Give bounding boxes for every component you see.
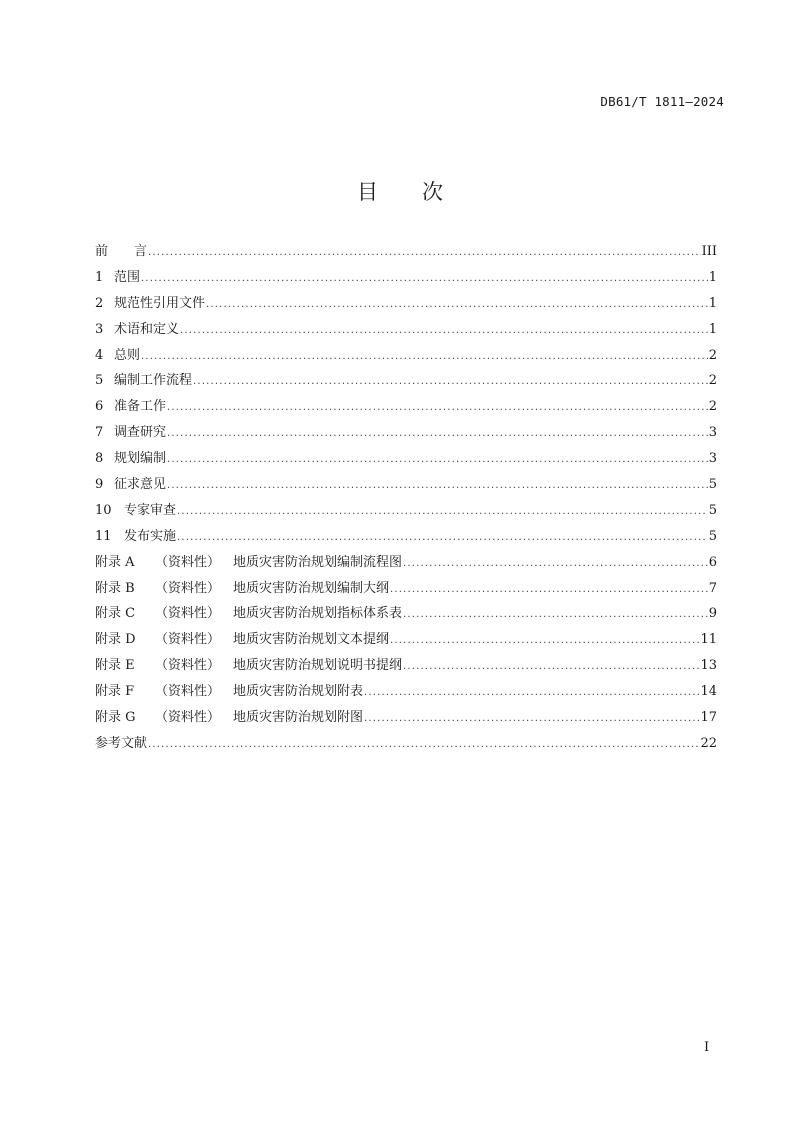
appendix-id: 附录 C (95, 606, 136, 622)
toc-entry[interactable] (95, 473, 717, 499)
toc-appendix-a[interactable] (95, 551, 717, 577)
toc-page: 1 (708, 269, 717, 285)
toc-entry[interactable] (95, 499, 717, 525)
leader-dots (141, 351, 708, 362)
toc-label: 规范性引用文件 (114, 295, 206, 311)
toc-appendix-c[interactable] (95, 602, 717, 628)
toc-number: 3 (95, 321, 104, 337)
toc-number: 2 (95, 295, 104, 311)
toc-label: 地质灾害防治规划文本提纲 (233, 632, 390, 648)
toc-entry[interactable] (95, 369, 717, 395)
appendix-kind: （资料性） (155, 632, 221, 648)
toc-number: 1 (95, 269, 104, 285)
toc-entry[interactable] (95, 292, 717, 318)
appendix-kind: （资料性） (155, 684, 221, 700)
title-char-1: 目 (357, 180, 378, 204)
toc-label: 地质灾害防治规划编制大纲 (233, 580, 390, 596)
toc-page: 5 (708, 477, 717, 493)
title-char-2: 次 (422, 180, 443, 204)
toc-entry[interactable] (95, 525, 717, 551)
toc-label: 准备工作 (114, 399, 167, 415)
toc-label: 地质灾害防治规划编制流程图 (233, 554, 403, 570)
page-title (0, 176, 800, 206)
toc-appendix-f[interactable] (95, 680, 717, 706)
toc-label: 地质灾害防治规划说明书提纲 (233, 658, 403, 674)
leader-dots (390, 584, 708, 595)
appendix-kind: （资料性） (155, 554, 221, 570)
leader-dots (180, 325, 708, 336)
toc-page: 14 (700, 684, 717, 700)
toc-appendix-g[interactable] (95, 706, 717, 732)
standard-code: DB61/T 1811—2024 (600, 94, 724, 109)
toc-label: 调查研究 (114, 425, 167, 441)
toc-entry[interactable] (95, 318, 717, 344)
toc-entry[interactable] (95, 447, 717, 473)
toc-page: 2 (708, 373, 717, 389)
toc-page: 2 (708, 347, 717, 363)
toc-number: 9 (95, 477, 104, 493)
toc-label: 总则 (114, 347, 141, 363)
toc-number: 11 (95, 528, 112, 544)
toc-page: 7 (708, 580, 717, 596)
leader-dots (167, 402, 708, 413)
toc-number: 8 (95, 451, 104, 467)
appendix-kind: （资料性） (155, 580, 221, 596)
toc-entry[interactable] (95, 266, 717, 292)
toc-page: III (701, 244, 717, 259)
leader-dots (390, 635, 699, 646)
toc-label: 发布实施 (124, 528, 177, 544)
leader-dots (403, 609, 708, 620)
appendix-id: 附录 G (95, 710, 136, 726)
leader-dots (403, 558, 708, 569)
toc-page: 5 (708, 528, 717, 544)
leader-dots (167, 454, 708, 465)
toc-page: 11 (700, 632, 717, 648)
toc-number: 6 (95, 399, 104, 415)
leader-dots (141, 273, 708, 284)
toc-number: 4 (95, 347, 104, 363)
toc-label: 术语和定义 (114, 321, 180, 337)
leader-dots (403, 661, 699, 672)
toc-page: 1 (708, 321, 717, 337)
leader-dots (177, 506, 708, 517)
toc-label: 征求意见 (114, 477, 167, 493)
toc-number: 7 (95, 425, 104, 441)
toc-label: 地质灾害防治规划附图 (233, 710, 364, 726)
appendix-id: 附录 A (95, 554, 135, 570)
toc-entry-foreword[interactable] (95, 240, 717, 266)
appendix-id: 附录 D (95, 632, 136, 648)
leader-dots (148, 247, 701, 258)
leader-dots (364, 687, 699, 698)
toc-page: 5 (708, 502, 717, 518)
page-number: I (704, 1040, 710, 1055)
toc-label: 参考文献 (95, 735, 148, 751)
toc-appendix-e[interactable] (95, 654, 717, 680)
toc-page: 13 (700, 658, 717, 674)
toc-number: 5 (95, 373, 104, 389)
appendix-id: 附录 F (95, 684, 135, 700)
leader-dots (167, 480, 708, 491)
leader-dots (167, 428, 708, 439)
leader-dots (148, 739, 699, 750)
toc-page: 3 (708, 425, 717, 441)
appendix-id: 附录 E (95, 658, 135, 674)
table-of-contents (95, 240, 717, 758)
toc-entry-references[interactable] (95, 732, 717, 758)
appendix-kind: （资料性） (155, 658, 221, 674)
toc-page: 22 (700, 735, 717, 751)
toc-label: 编制工作流程 (114, 373, 193, 389)
appendix-id: 附录 B (95, 580, 135, 596)
toc-page: 3 (708, 451, 717, 467)
appendix-kind: （资料性） (155, 710, 221, 726)
toc-entry[interactable] (95, 421, 717, 447)
leader-dots (206, 299, 708, 310)
toc-entry[interactable] (95, 344, 717, 370)
toc-page: 6 (708, 554, 717, 570)
leader-dots (364, 713, 699, 724)
toc-label: 地质灾害防治规划指标体系表 (233, 606, 403, 622)
leader-dots (177, 532, 708, 543)
toc-label: 范围 (114, 269, 141, 285)
toc-label: 专家审查 (124, 502, 177, 518)
toc-page: 17 (700, 710, 717, 726)
toc-label: 前 言 (95, 244, 148, 259)
appendix-kind: （资料性） (155, 606, 221, 622)
toc-number: 10 (95, 502, 112, 518)
toc-page: 2 (708, 399, 717, 415)
toc-entry[interactable] (95, 395, 717, 421)
toc-page: 9 (708, 606, 717, 622)
toc-label: 规划编制 (114, 451, 167, 467)
toc-appendix-b[interactable] (95, 577, 717, 603)
toc-page: 1 (708, 295, 717, 311)
toc-label: 地质灾害防治规划附表 (233, 684, 364, 700)
toc-appendix-d[interactable] (95, 628, 717, 654)
leader-dots (193, 376, 708, 387)
